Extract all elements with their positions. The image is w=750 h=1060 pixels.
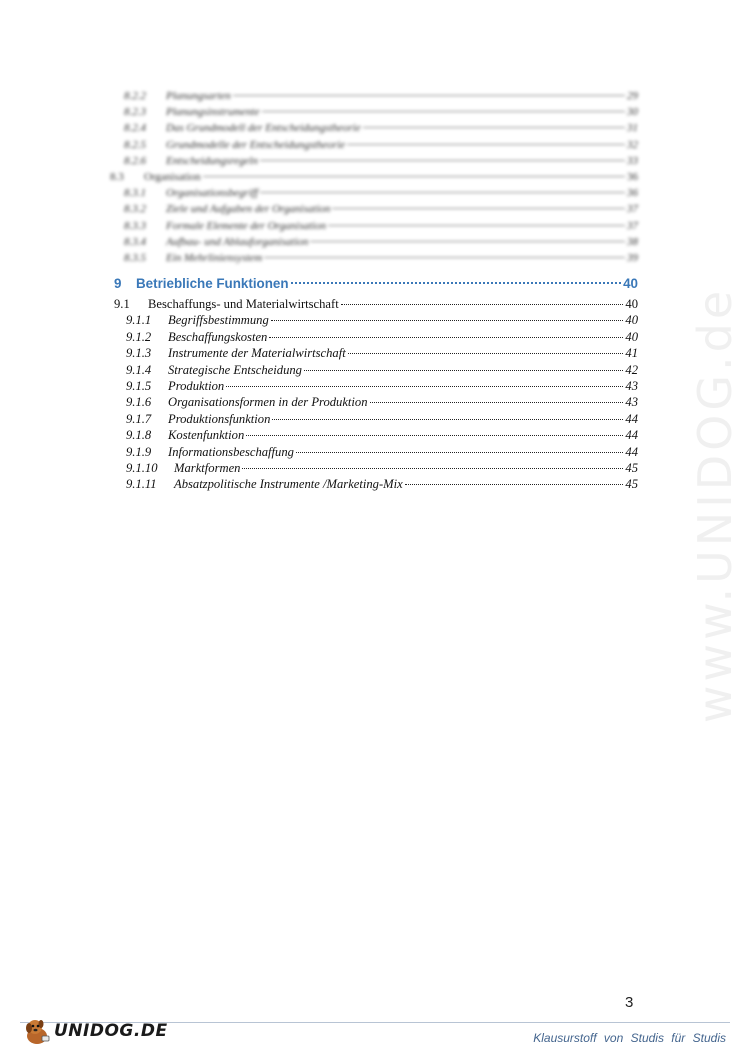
dot-leader bbox=[269, 337, 623, 338]
toc-entry-page: 40 bbox=[625, 313, 638, 328]
dot-leader bbox=[347, 144, 625, 145]
toc-chapter-entry[interactable] bbox=[110, 276, 638, 296]
toc-entry-number: 9.1 bbox=[114, 297, 130, 312]
toc-entry-page: 45 bbox=[625, 460, 638, 475]
toc-entry-page: 40 bbox=[623, 276, 638, 292]
toc-entry-page: 37 bbox=[627, 203, 638, 216]
toc-entry-title: Produktion bbox=[168, 379, 225, 394]
toc-entry-title: Marktformen bbox=[174, 460, 241, 475]
toc-entry-number: 9.1.9 bbox=[126, 444, 152, 459]
unidog-logo bbox=[22, 1016, 168, 1046]
toc-entry-page: 43 bbox=[625, 395, 638, 410]
toc-entry-number: 8.3.4 bbox=[124, 235, 146, 248]
toc-entry bbox=[110, 120, 638, 136]
toc-entry-number: 9.1.1 bbox=[126, 313, 152, 328]
dot-leader bbox=[260, 160, 625, 161]
toc-entry-number: 9.1.10 bbox=[126, 460, 158, 475]
toc-entry-page: 44 bbox=[625, 444, 638, 459]
toc-entry-title: Grundmodelle der Entscheidungstheorie bbox=[166, 138, 346, 151]
dot-leader bbox=[348, 353, 624, 354]
toc-entry-number: 9.1.2 bbox=[126, 329, 152, 344]
toc-entry bbox=[110, 153, 638, 169]
toc-subsection-entry[interactable] bbox=[110, 362, 638, 378]
watermark: www.UNIDOG.de bbox=[688, 286, 742, 724]
toc-entry-page: 31 bbox=[627, 122, 638, 135]
dot-leader bbox=[296, 452, 623, 453]
toc-entry-page: 42 bbox=[625, 362, 638, 377]
toc-entry-number: 8.3 bbox=[110, 170, 124, 183]
toc-entry-title: Ein Mehrliniensystem bbox=[166, 251, 263, 264]
toc-entry-number: 9.1.6 bbox=[126, 395, 152, 410]
toc-entry-title: Begriffsbestimmung bbox=[168, 313, 269, 328]
dot-leader bbox=[203, 176, 625, 177]
toc-entry bbox=[110, 201, 638, 217]
toc-entry-page: 33 bbox=[627, 154, 638, 167]
toc-entry-title: Planungsinstrumente bbox=[166, 106, 260, 119]
toc-entry-title: Organisation bbox=[144, 170, 201, 183]
dot-leader bbox=[332, 208, 625, 209]
toc-section-entry[interactable] bbox=[110, 296, 638, 312]
toc-entry-page: 44 bbox=[625, 411, 638, 426]
toc-entry-page: 41 bbox=[625, 346, 638, 361]
toc-subsection-entry[interactable] bbox=[110, 444, 638, 460]
toc-entry-title: Beschaffungs- und Materialwirtschaft bbox=[148, 297, 339, 312]
dot-leader bbox=[370, 402, 624, 403]
toc-entry-number: 8.2.4 bbox=[124, 122, 146, 135]
toc-entry-page: 30 bbox=[627, 106, 638, 119]
toc-entry bbox=[110, 137, 638, 153]
toc-entry-page: 36 bbox=[627, 187, 638, 200]
toc-entry-title: Planungsarten bbox=[166, 90, 231, 102]
toc-entry-page: 39 bbox=[627, 251, 638, 264]
toc-entry-number: 8.2.6 bbox=[124, 154, 146, 167]
toc-subsection-entry[interactable] bbox=[110, 460, 638, 476]
toc-entry-number: 8.3.5 bbox=[124, 251, 146, 264]
toc-entry bbox=[110, 104, 638, 120]
dot-leader bbox=[260, 192, 625, 193]
toc-subsection-entry[interactable] bbox=[110, 476, 638, 492]
toc-entry-page: 40 bbox=[625, 297, 638, 312]
toc-subsection-entry[interactable] bbox=[110, 411, 638, 427]
toc-entry-number: 9.1.4 bbox=[126, 362, 152, 377]
dot-leader bbox=[271, 320, 624, 321]
toc-entry-title: Entscheidungsregeln bbox=[166, 154, 258, 167]
dot-leader bbox=[341, 304, 624, 305]
dot-leader bbox=[405, 484, 624, 485]
toc-entry-number: 8.3.1 bbox=[124, 187, 146, 200]
toc-entry-title: Ziele und Aufgaben der Organisation bbox=[166, 203, 331, 216]
toc-subsection-entry[interactable] bbox=[110, 345, 638, 361]
toc-subsection-entry[interactable] bbox=[110, 312, 638, 328]
table-of-contents bbox=[110, 88, 638, 493]
dog-mascot-icon bbox=[22, 1016, 52, 1046]
toc-entry bbox=[110, 185, 638, 201]
dot-leader bbox=[328, 225, 625, 226]
toc-entry-page: 43 bbox=[625, 379, 638, 394]
dot-leader bbox=[264, 257, 625, 258]
dot-leader bbox=[262, 111, 626, 112]
toc-entry bbox=[110, 169, 638, 185]
toc-entry-title: Beschaffungskosten bbox=[168, 329, 268, 344]
toc-entry-number: 9.1.5 bbox=[126, 379, 152, 394]
toc-entry bbox=[110, 250, 638, 266]
toc-entry-title: Strategische Entscheidung bbox=[168, 362, 302, 377]
toc-entry bbox=[110, 234, 638, 250]
toc-entry-page: 36 bbox=[627, 170, 638, 183]
toc-entry-title: Absatzpolitische Instrumente /Marketing-Mix bbox=[174, 477, 403, 492]
dot-leader bbox=[363, 127, 625, 128]
toc-entry-title: Instrumente der Materialwirtschaft bbox=[168, 346, 346, 361]
toc-entry-number: 8.3.2 bbox=[124, 203, 146, 216]
toc-entry-number: 9 bbox=[114, 276, 122, 292]
toc-entry-number: 9.1.11 bbox=[126, 477, 157, 492]
toc-blurred-section bbox=[110, 88, 638, 266]
page-number: 3 bbox=[625, 994, 634, 1011]
toc-entry-number: 9.1.3 bbox=[126, 346, 152, 361]
dot-leader bbox=[310, 241, 625, 242]
dot-leader bbox=[291, 282, 622, 284]
dot-leader bbox=[242, 468, 623, 469]
toc-entry-title: Organisationsbegriff bbox=[166, 187, 258, 200]
toc-entry bbox=[110, 88, 638, 104]
toc-entry-page: 37 bbox=[627, 219, 638, 232]
toc-subsection-entry[interactable] bbox=[110, 378, 638, 394]
toc-entry-page: 44 bbox=[625, 428, 638, 443]
dot-leader bbox=[226, 386, 623, 387]
toc-entry-title: Betriebliche Funktionen bbox=[136, 276, 289, 292]
toc-entry-title: Aufbau- und Ablauforganisation bbox=[166, 235, 309, 248]
footer-tagline: Klausurstoff von Studis für Studis bbox=[533, 1031, 726, 1045]
toc-entry-number: 8.2.3 bbox=[124, 106, 146, 119]
toc-entry bbox=[110, 218, 638, 234]
toc-entry-title: Formale Elemente der Organisation bbox=[166, 219, 326, 232]
toc-entry-title: Produktionsfunktion bbox=[168, 411, 271, 426]
logo-text: UNIDOG.DE bbox=[54, 1021, 168, 1041]
toc-entry-page: 40 bbox=[625, 329, 638, 344]
dot-leader bbox=[233, 95, 625, 96]
toc-entry-number: 8.2.5 bbox=[124, 138, 146, 151]
toc-entry-page: 32 bbox=[627, 138, 638, 151]
dot-leader bbox=[246, 435, 623, 436]
toc-entry-title: Informationsbeschaffung bbox=[168, 444, 294, 459]
toc-entry-number: 8.3.3 bbox=[124, 219, 146, 232]
toc-entry-number: 9.1.8 bbox=[126, 428, 152, 443]
toc-subsection-entry[interactable] bbox=[110, 394, 638, 410]
toc-entry-number: 9.1.7 bbox=[126, 411, 152, 426]
toc-subsection-entry[interactable] bbox=[110, 329, 638, 345]
toc-entry-title: Kostenfunktion bbox=[168, 428, 245, 443]
toc-entry-number: 8.2.2 bbox=[124, 90, 146, 102]
dot-leader bbox=[272, 419, 623, 420]
toc-subsection-entry[interactable] bbox=[110, 427, 638, 443]
toc-entry-title: Organisationsformen in der Produktion bbox=[168, 395, 368, 410]
toc-entry-title: Das Grundmodell der Entscheidungstheorie bbox=[166, 122, 361, 135]
toc-entry-page: 38 bbox=[627, 235, 638, 248]
toc-entry-page: 29 bbox=[627, 90, 638, 102]
dot-leader bbox=[304, 370, 623, 371]
toc-entry-page: 45 bbox=[625, 477, 638, 492]
